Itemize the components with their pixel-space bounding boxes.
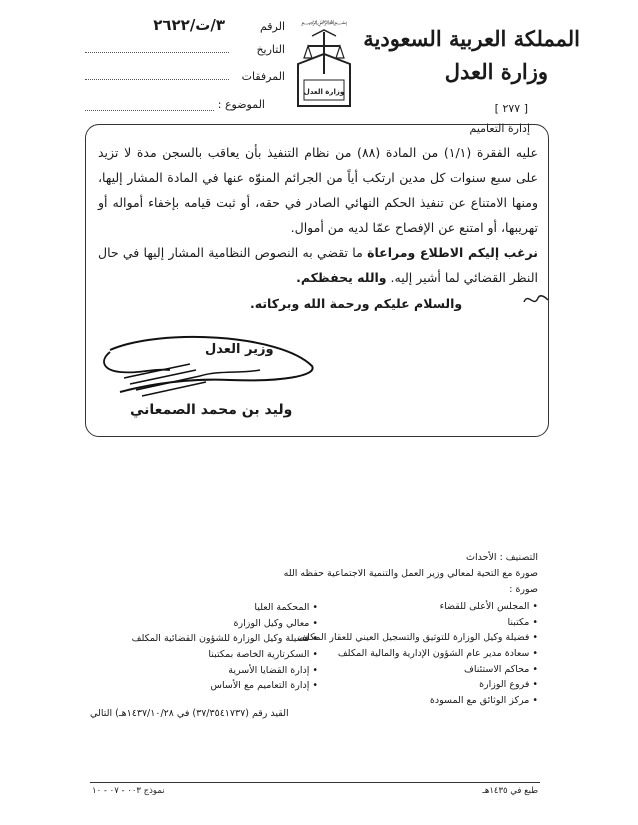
list-item: • مكتبنا — [297, 615, 538, 631]
list-item: • المجلس الأعلى للقضاء — [297, 599, 538, 615]
footer-divider — [90, 782, 540, 783]
body-paragraph-2 — [98, 240, 538, 290]
ministry-name: وزارة العدل — [444, 59, 548, 84]
number-value: ٣/ت/٢٦٢٢ — [153, 16, 225, 34]
emblem-text: وزارة العدل — [303, 88, 345, 96]
body-paragraph-2-end: والله يحفظكم. — [296, 270, 387, 285]
subject-row — [85, 98, 265, 111]
reference-fields — [85, 16, 285, 97]
minister-title: وزير العدل — [205, 342, 274, 357]
ministry-emblem-icon — [292, 14, 356, 118]
list-item: • إدارة التعاميم مع الأساس — [118, 678, 318, 694]
letter-body — [98, 140, 538, 290]
print-date: طبع في ١٤٣٥هـ — [482, 786, 538, 796]
list-item: • فضيلة وكيل الوزارة للتوثيق والتسجيل العيني للعقار المكلف — [297, 630, 538, 646]
list-item: • إدارة القضايا الأسرية — [118, 663, 318, 679]
list-item: • معالي وكيل الوزارة — [118, 616, 318, 632]
list-item: • السكرتارية الخاصة بمكتبنا — [118, 647, 318, 663]
list-item: • مركز الوثائق مع المسودة — [297, 693, 538, 709]
date-row — [85, 43, 285, 70]
initial-mark-icon — [522, 290, 550, 310]
copy-to-label: صورة : — [509, 584, 538, 595]
kingdom-name: المملكة العربية السعودية — [363, 26, 580, 51]
classification-block — [284, 550, 538, 598]
list-item: • محاكم الاستئناف — [297, 662, 538, 678]
list-item: • سعادة مدير عام الشؤون الإدارية والمالية المكلف — [297, 646, 538, 662]
body-paragraph-1: عليه الفقرة (١/١) من المادة (٨٨) من نظام التنفيذ بأن يعاقب بالسجن مدة لا تزيد على سبع سنوات كل مدين ارتكب أياً من الجرائم المنوّه عنها في المادة المشار إليها، ومنها الامتناع عن تنفيذ الحكم النهائي الصادر في حقه، أو ثبت قيامه بإخفاء أمواله أو تهريبها، أو امتنع عن الإفصاح عمّا لديه من أموال. — [98, 145, 538, 235]
subject-value — [85, 98, 214, 111]
attachments-label: المرفقات — [241, 70, 285, 83]
attachments-row — [85, 70, 285, 97]
list-item: • فروع الوزارة — [297, 677, 538, 693]
list-item: • المحكمة العليا — [118, 600, 318, 616]
body-paragraph-2-text: ما تقضي به النصوص النظامية المشار إليها في حال النظر القضائي لما أشير إليه. — [98, 245, 538, 285]
number-row — [85, 16, 285, 43]
date-value — [85, 52, 229, 53]
number-label: الرقم — [259, 20, 285, 33]
department-name: إدارة التعاميم — [469, 122, 530, 135]
form-number: نموذج ٠٠٣ - ٠٧ - ١٠ — [92, 786, 165, 796]
date-label: التاريخ — [256, 43, 285, 56]
list-item: • فضيلة وكيل الوزارة للشؤون القضائية المكلف — [118, 631, 318, 647]
svg-text:﷽: ﷽ — [300, 19, 348, 26]
distribution-list-right — [297, 599, 538, 709]
copy-line: صورة مع التحية لمعالي وزير العمل والتنمية الاجتماعية حفظه الله — [283, 568, 538, 579]
classification-label: التصنيف : الأحداث — [466, 552, 538, 563]
handwritten-signature-icon — [80, 330, 320, 400]
registry-line: القيد رقم (٣٧/٣٥٤١٧٣٧) في ١٤٣٧/١٠/٢٨هـ) التالي — [90, 708, 289, 719]
subject-label: الموضوع : — [217, 98, 265, 111]
attachments-value — [85, 79, 229, 80]
body-paragraph-2-lead: نرغب إليكم الاطلاع ومراعاة — [367, 245, 538, 260]
minister-name: وليد بن محمد الصمعاني — [130, 402, 293, 418]
closing-greeting: والسلام عليكم ورحمة الله وبركاته. — [250, 296, 463, 311]
distribution-list-left — [118, 600, 318, 694]
letterhead — [363, 26, 580, 84]
reference-number: [ ٢٧٧ ] — [494, 102, 528, 115]
